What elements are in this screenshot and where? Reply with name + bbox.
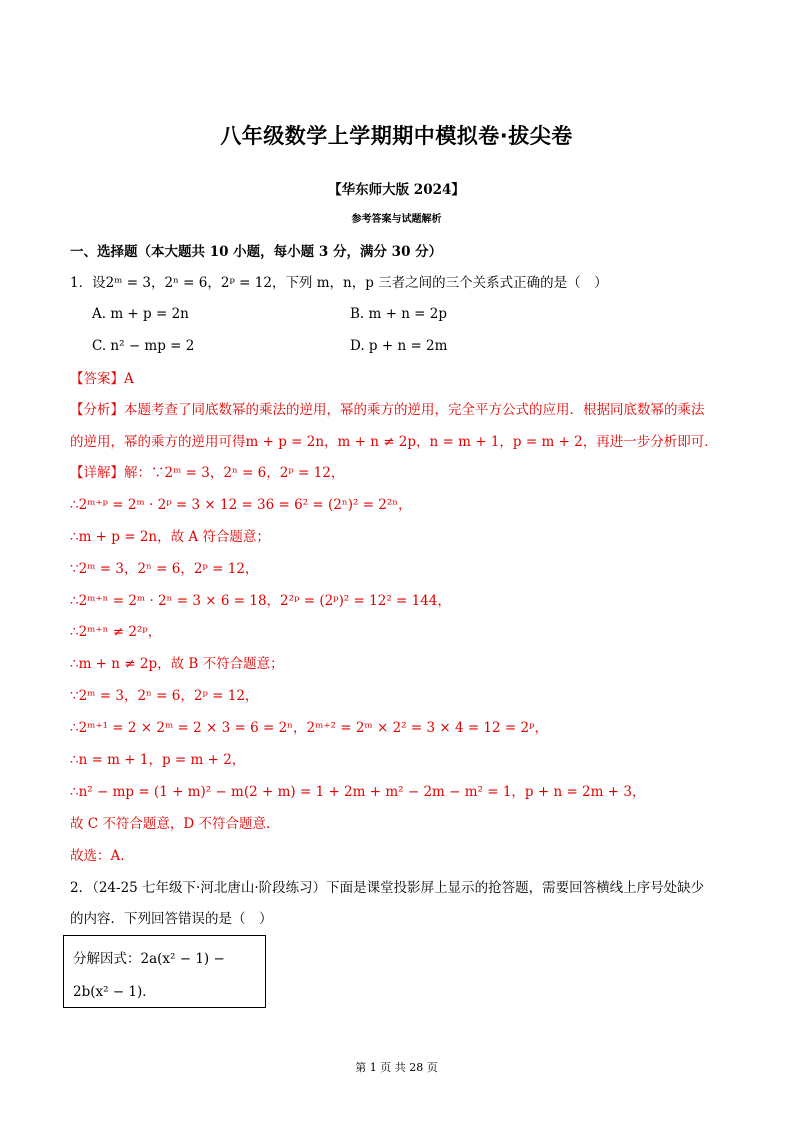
box-line-2: 2b(x² − 1)． (73, 984, 156, 1000)
question-2-stem-line-1: 2．（24-25 七年级下·河北唐山·阶段练习）下面是课堂投影屏上显示的抢答题，需要回答横线上序号处缺少 (70, 880, 705, 896)
detail-line: 故选：A. (70, 848, 125, 864)
page-title: 八年级数学上学期期中模拟卷·拔尖卷 (220, 124, 573, 148)
detail-line: ∴2ᵐ⁺ᵖ = 2ᵐ · 2ᵖ = 3 × 12 = 36 = 6² = (2ⁿ)² = 2²ⁿ， (70, 497, 412, 513)
detail-line: ∴n² − mp = (1 + m)² − m(2 + m) = 1 + 2m + m² − 2m − m² = 1，p + n = 2m + 3， (70, 784, 646, 800)
edition-label: 【华东师大版 2024】 (328, 182, 465, 198)
detail-line: ∴2ᵐ⁺ⁿ = 2ᵐ · 2ⁿ = 3 × 6 = 18，2²ᵖ = (2ᵖ)² = 12² = 144， (70, 593, 451, 609)
page-number-footer: 第 1 页 共 28 页 (355, 1061, 438, 1074)
detail-line: 【详解】解：∵2ᵐ = 3，2ⁿ = 6，2ᵖ = 12， (70, 465, 345, 481)
question-1-stem: 1．设2ᵐ = 3，2ⁿ = 6，2ᵖ = 12，下列 m，n，p 三者之间的三个关系式正确的是（ ） (70, 275, 608, 291)
detail-line: ∴m + p = 2n，故 A 符合题意； (70, 529, 270, 545)
detail-line: ∴n = m + 1，p = m + 2， (70, 752, 246, 768)
section-heading: 一、选择题（本大题共 10 小题，每小题 3 分，满分 30 分） (70, 244, 443, 260)
page-subtitle: 参考答案与试题解析 (351, 214, 442, 225)
detail-line: ∴m + n ≠ 2p，故 B 不符合题意； (70, 656, 284, 672)
question-2-stem-line-2: 的内容．下列回答错误的是（ ） (70, 911, 273, 927)
box-line-1: 分解因式：2a(x² − 1) − (73, 951, 225, 967)
analysis-line-1: 【分析】本题考查了同底数幂的乘法的逆用，幂的乘方的逆用，完全平方公式的应用．根据同底数幂的乘法 (70, 402, 705, 418)
detail-line: ∵2ᵐ = 3，2ⁿ = 6，2ᵖ = 12， (70, 561, 259, 577)
option-c: C. n² − mp = 2 (92, 338, 195, 354)
option-b: B. m + n = 2p (350, 306, 448, 322)
option-a: A. m + p = 2n (92, 306, 189, 322)
detail-line: ∵2ᵐ = 3，2ⁿ = 6，2ᵖ = 12， (70, 688, 259, 704)
detail-line: 故 C 不符合题意，D 不符合题意. (70, 816, 271, 832)
detail-line: ∴2ᵐ⁺ⁿ ≠ 2²ᵖ， (70, 624, 162, 640)
option-d: D. p + n = 2m (350, 338, 448, 354)
projector-question-box (63, 935, 266, 1008)
detail-line: ∴2ᵐ⁺¹ = 2 × 2ᵐ = 2 × 3 = 6 = 2ⁿ，2ᵐ⁺² = 2ᵐ × 2² = 3 × 4 = 12 = 2ᵖ， (70, 720, 548, 736)
analysis-line-2: 的逆用，幂的乘方的逆用可得m + p = 2n，m + n ≠ 2p，n = m + 1，p = m + 2，再进一步分析即可． (70, 434, 718, 450)
answer-label: 【答案】A (70, 371, 134, 387)
